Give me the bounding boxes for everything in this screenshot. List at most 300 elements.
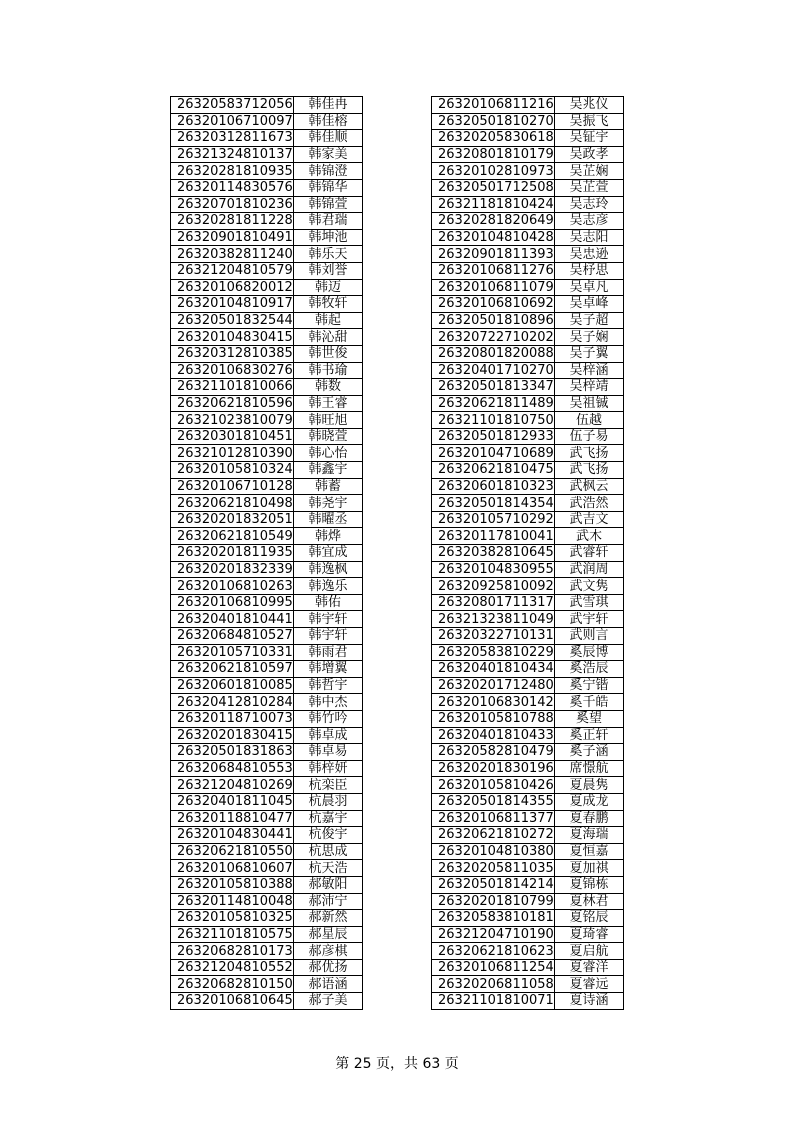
candidate-id-cell: 26320621810623 bbox=[432, 943, 555, 960]
candidate-id-cell: 26320105810426 bbox=[432, 777, 555, 794]
table-row bbox=[171, 760, 363, 777]
table-row bbox=[171, 827, 363, 844]
candidate-id-cell: 26321323811049 bbox=[432, 611, 555, 628]
table-row bbox=[171, 611, 363, 628]
table-row bbox=[432, 296, 624, 313]
candidate-id-cell: 26320801711317 bbox=[432, 594, 555, 611]
candidate-id-cell: 26320312810385 bbox=[171, 345, 294, 362]
candidate-id-cell: 26320105810788 bbox=[432, 710, 555, 727]
table-row bbox=[171, 329, 363, 346]
candidate-name-cell: 夏启航 bbox=[555, 943, 624, 960]
candidate-name-cell: 韩佳榕 bbox=[294, 113, 363, 130]
candidate-name-cell: 夏诗涵 bbox=[555, 993, 624, 1010]
candidate-id-cell: 26320684810527 bbox=[171, 628, 294, 645]
candidate-id-cell: 26320105810388 bbox=[171, 876, 294, 893]
candidate-name-cell: 武文隽 bbox=[555, 578, 624, 595]
candidate-name-cell: 伍子易 bbox=[555, 428, 624, 445]
candidate-name-cell: 吴子娴 bbox=[555, 329, 624, 346]
candidate-id-cell: 26321204810552 bbox=[171, 959, 294, 976]
table-row bbox=[432, 163, 624, 180]
candidate-id-cell: 26320501814214 bbox=[432, 876, 555, 893]
candidate-name-cell: 武枫云 bbox=[555, 478, 624, 495]
candidate-id-cell: 26321204810269 bbox=[171, 777, 294, 794]
candidate-name-cell: 夏海瑞 bbox=[555, 827, 624, 844]
candidate-name-cell: 伍越 bbox=[555, 412, 624, 429]
candidate-name-cell: 武飞扬 bbox=[555, 462, 624, 479]
candidate-id-cell: 26320501814355 bbox=[432, 793, 555, 810]
candidate-id-cell: 26320117810041 bbox=[432, 528, 555, 545]
candidate-name-cell: 韩起 bbox=[294, 312, 363, 329]
candidate-id-cell: 26321101810066 bbox=[171, 379, 294, 396]
candidate-id-cell: 26320401810434 bbox=[432, 661, 555, 678]
candidate-name-cell: 夏春鹏 bbox=[555, 810, 624, 827]
table-row bbox=[432, 196, 624, 213]
table-row bbox=[432, 810, 624, 827]
candidate-id-cell: 26320401810441 bbox=[171, 611, 294, 628]
table-row bbox=[171, 229, 363, 246]
candidate-name-cell: 韩家美 bbox=[294, 146, 363, 163]
candidate-id-cell: 26320401810433 bbox=[432, 727, 555, 744]
table-row bbox=[171, 594, 363, 611]
candidate-id-cell: 26320621810597 bbox=[171, 661, 294, 678]
candidate-name-cell: 韩牧轩 bbox=[294, 296, 363, 313]
candidate-name-cell: 武浩然 bbox=[555, 495, 624, 512]
candidate-name-cell: 吴政孝 bbox=[555, 146, 624, 163]
table-row bbox=[432, 113, 624, 130]
candidate-name-cell: 郝语涵 bbox=[294, 976, 363, 993]
candidate-id-cell: 26320701810236 bbox=[171, 196, 294, 213]
candidate-id-cell: 26320105810325 bbox=[171, 910, 294, 927]
table-row bbox=[432, 578, 624, 595]
candidate-id-cell: 26321204710190 bbox=[432, 926, 555, 943]
candidate-name-cell: 郝新然 bbox=[294, 910, 363, 927]
candidate-name-cell: 韩哲宇 bbox=[294, 677, 363, 694]
table-row bbox=[432, 246, 624, 263]
candidate-name-cell: 韩卓易 bbox=[294, 744, 363, 761]
candidate-id-cell: 26320925810092 bbox=[432, 578, 555, 595]
table-row bbox=[171, 926, 363, 943]
table-row bbox=[432, 213, 624, 230]
table-row bbox=[432, 793, 624, 810]
table-row bbox=[432, 876, 624, 893]
candidate-name-cell: 韩雨君 bbox=[294, 644, 363, 661]
candidate-id-cell: 26320801810179 bbox=[432, 146, 555, 163]
candidate-name-cell: 韩佳冉 bbox=[294, 97, 363, 114]
table-row bbox=[171, 97, 363, 114]
candidate-name-cell: 夏加祺 bbox=[555, 860, 624, 877]
table-row bbox=[171, 395, 363, 412]
table-row bbox=[171, 910, 363, 927]
candidate-name-cell: 韩乐天 bbox=[294, 246, 363, 263]
table-row bbox=[171, 677, 363, 694]
table-row bbox=[432, 860, 624, 877]
candidate-name-cell: 韩宇轩 bbox=[294, 611, 363, 628]
candidate-id-cell: 26320106810263 bbox=[171, 578, 294, 595]
table-row bbox=[171, 196, 363, 213]
candidate-id-cell: 26320621810550 bbox=[171, 843, 294, 860]
candidate-name-cell: 韩锦华 bbox=[294, 179, 363, 196]
roster-table-right-body bbox=[432, 97, 624, 1010]
table-row bbox=[432, 545, 624, 562]
candidate-id-cell: 26320382811240 bbox=[171, 246, 294, 263]
candidate-id-cell: 26320104830955 bbox=[432, 561, 555, 578]
table-row bbox=[171, 445, 363, 462]
candidate-id-cell: 26321012810390 bbox=[171, 445, 294, 462]
candidate-name-cell: 郝沛宁 bbox=[294, 893, 363, 910]
candidate-id-cell: 26320582810479 bbox=[432, 744, 555, 761]
table-row bbox=[432, 993, 624, 1010]
table-row bbox=[432, 893, 624, 910]
candidate-id-cell: 26320206811058 bbox=[432, 976, 555, 993]
table-row bbox=[171, 561, 363, 578]
table-row bbox=[432, 312, 624, 329]
candidate-id-cell: 26320901810491 bbox=[171, 229, 294, 246]
candidate-name-cell: 韩锦萱 bbox=[294, 196, 363, 213]
candidate-name-cell: 吴卓峰 bbox=[555, 296, 624, 313]
candidate-name-cell: 吴钲宇 bbox=[555, 130, 624, 147]
table-row bbox=[171, 959, 363, 976]
table-row bbox=[432, 395, 624, 412]
candidate-id-cell: 26321023810079 bbox=[171, 412, 294, 429]
candidate-name-cell: 郝敏阳 bbox=[294, 876, 363, 893]
candidate-name-cell: 夏锦栋 bbox=[555, 876, 624, 893]
candidate-name-cell: 吴志阳 bbox=[555, 229, 624, 246]
table-row bbox=[432, 130, 624, 147]
table-row bbox=[171, 478, 363, 495]
candidate-name-cell: 武雪琪 bbox=[555, 594, 624, 611]
candidate-id-cell: 26320201811935 bbox=[171, 545, 294, 562]
table-row bbox=[171, 744, 363, 761]
candidate-name-cell: 韩梓妍 bbox=[294, 760, 363, 777]
candidate-name-cell: 吴芷萱 bbox=[555, 179, 624, 196]
table-row bbox=[171, 528, 363, 545]
table-row bbox=[432, 495, 624, 512]
table-row bbox=[432, 445, 624, 462]
table-row bbox=[171, 628, 363, 645]
candidate-id-cell: 26320205811035 bbox=[432, 860, 555, 877]
candidate-id-cell: 26320104810428 bbox=[432, 229, 555, 246]
candidate-name-cell: 杭晨羽 bbox=[294, 793, 363, 810]
table-row bbox=[171, 876, 363, 893]
candidate-id-cell: 26320201712480 bbox=[432, 677, 555, 694]
candidate-id-cell: 26320583712056 bbox=[171, 97, 294, 114]
candidate-id-cell: 26320106710128 bbox=[171, 478, 294, 495]
candidate-id-cell: 26320201810799 bbox=[432, 893, 555, 910]
table-row bbox=[432, 594, 624, 611]
candidate-id-cell: 26320118810477 bbox=[171, 810, 294, 827]
table-row bbox=[432, 628, 624, 645]
table-row bbox=[432, 362, 624, 379]
candidate-id-cell: 26320105710292 bbox=[432, 511, 555, 528]
candidate-id-cell: 26320501831863 bbox=[171, 744, 294, 761]
candidate-name-cell: 韩王睿 bbox=[294, 395, 363, 412]
candidate-name-cell: 吴梓涵 bbox=[555, 362, 624, 379]
table-row bbox=[171, 345, 363, 362]
table-row bbox=[432, 976, 624, 993]
candidate-name-cell: 韩迈 bbox=[294, 279, 363, 296]
candidate-id-cell: 26320621810475 bbox=[432, 462, 555, 479]
candidate-name-cell: 杭嘉宇 bbox=[294, 810, 363, 827]
candidate-name-cell: 韩数 bbox=[294, 379, 363, 396]
candidate-name-cell: 吴子翼 bbox=[555, 345, 624, 362]
candidate-name-cell: 韩佑 bbox=[294, 594, 363, 611]
table-row bbox=[432, 760, 624, 777]
candidate-id-cell: 26320106811216 bbox=[432, 97, 555, 114]
table-row bbox=[432, 528, 624, 545]
table-row bbox=[171, 412, 363, 429]
candidate-name-cell: 夏睿远 bbox=[555, 976, 624, 993]
candidate-id-cell: 26320106811254 bbox=[432, 959, 555, 976]
candidate-id-cell: 26320322710131 bbox=[432, 628, 555, 645]
candidate-id-cell: 26321101810071 bbox=[432, 993, 555, 1010]
candidate-id-cell: 26320621810272 bbox=[432, 827, 555, 844]
candidate-name-cell: 武木 bbox=[555, 528, 624, 545]
table-row bbox=[432, 644, 624, 661]
candidate-name-cell: 武飞扬 bbox=[555, 445, 624, 462]
table-row bbox=[171, 163, 363, 180]
table-row bbox=[171, 379, 363, 396]
table-row bbox=[432, 943, 624, 960]
candidate-name-cell: 奚千皓 bbox=[555, 694, 624, 711]
candidate-name-cell: 武睿轩 bbox=[555, 545, 624, 562]
candidate-name-cell: 夏林君 bbox=[555, 893, 624, 910]
candidate-name-cell: 韩锦澄 bbox=[294, 163, 363, 180]
table-row bbox=[171, 279, 363, 296]
candidate-name-cell: 韩沁甜 bbox=[294, 329, 363, 346]
candidate-id-cell: 26320106830142 bbox=[432, 694, 555, 711]
candidate-name-cell: 韩宜成 bbox=[294, 545, 363, 562]
table-row bbox=[432, 379, 624, 396]
candidate-id-cell: 26320281820649 bbox=[432, 213, 555, 230]
candidate-id-cell: 26320104710689 bbox=[432, 445, 555, 462]
table-row bbox=[171, 179, 363, 196]
table-row bbox=[171, 993, 363, 1010]
table-row bbox=[432, 462, 624, 479]
candidate-name-cell: 吴忠逊 bbox=[555, 246, 624, 263]
candidate-name-cell: 韩晓萱 bbox=[294, 428, 363, 445]
candidate-id-cell: 26320583810229 bbox=[432, 644, 555, 661]
candidate-id-cell: 26320106820012 bbox=[171, 279, 294, 296]
candidate-name-cell: 吴芷娴 bbox=[555, 163, 624, 180]
candidate-id-cell: 26321101810575 bbox=[171, 926, 294, 943]
table-row bbox=[171, 262, 363, 279]
candidate-name-cell: 吴卓凡 bbox=[555, 279, 624, 296]
candidate-id-cell: 26320106710097 bbox=[171, 113, 294, 130]
table-row bbox=[432, 412, 624, 429]
table-row bbox=[432, 710, 624, 727]
candidate-name-cell: 韩书瑜 bbox=[294, 362, 363, 379]
candidate-id-cell: 26320114830576 bbox=[171, 179, 294, 196]
table-row bbox=[171, 777, 363, 794]
candidate-id-cell: 26320621810596 bbox=[171, 395, 294, 412]
candidate-id-cell: 26320201830196 bbox=[432, 760, 555, 777]
candidate-name-cell: 武吉文 bbox=[555, 511, 624, 528]
candidate-id-cell: 26320501812933 bbox=[432, 428, 555, 445]
candidate-id-cell: 26320601810085 bbox=[171, 677, 294, 694]
candidate-id-cell: 26320201830415 bbox=[171, 727, 294, 744]
candidate-id-cell: 26320201832051 bbox=[171, 511, 294, 528]
candidate-id-cell: 26320601810323 bbox=[432, 478, 555, 495]
candidate-id-cell: 26320106810645 bbox=[171, 993, 294, 1010]
candidate-id-cell: 26320106811377 bbox=[432, 810, 555, 827]
candidate-id-cell: 26320106830276 bbox=[171, 362, 294, 379]
candidate-name-cell: 韩佳顺 bbox=[294, 130, 363, 147]
table-row bbox=[171, 130, 363, 147]
candidate-name-cell: 夏晨隽 bbox=[555, 777, 624, 794]
candidate-id-cell: 26320401710270 bbox=[432, 362, 555, 379]
candidate-name-cell: 奚辰博 bbox=[555, 644, 624, 661]
candidate-name-cell: 郝子美 bbox=[294, 993, 363, 1010]
candidate-id-cell: 26320722710202 bbox=[432, 329, 555, 346]
candidate-id-cell: 26320118710073 bbox=[171, 710, 294, 727]
candidate-name-cell: 郝优扬 bbox=[294, 959, 363, 976]
table-row bbox=[171, 943, 363, 960]
candidate-name-cell: 韩心怡 bbox=[294, 445, 363, 462]
table-row bbox=[432, 428, 624, 445]
table-row bbox=[171, 428, 363, 445]
table-row bbox=[171, 213, 363, 230]
candidate-name-cell: 奚子涵 bbox=[555, 744, 624, 761]
candidate-id-cell: 26320501810270 bbox=[432, 113, 555, 130]
candidate-name-cell: 武则言 bbox=[555, 628, 624, 645]
candidate-name-cell: 韩世俊 bbox=[294, 345, 363, 362]
table-row bbox=[432, 561, 624, 578]
candidate-id-cell: 26320106810607 bbox=[171, 860, 294, 877]
table-row bbox=[171, 810, 363, 827]
table-row bbox=[432, 329, 624, 346]
table-row bbox=[432, 926, 624, 943]
candidate-id-cell: 26320901811393 bbox=[432, 246, 555, 263]
candidate-id-cell: 26320104810917 bbox=[171, 296, 294, 313]
candidate-name-cell: 吴振飞 bbox=[555, 113, 624, 130]
candidate-id-cell: 26320684810553 bbox=[171, 760, 294, 777]
candidate-name-cell: 夏恒嘉 bbox=[555, 843, 624, 860]
table-row bbox=[432, 511, 624, 528]
table-row bbox=[432, 694, 624, 711]
candidate-id-cell: 26321324810137 bbox=[171, 146, 294, 163]
table-row bbox=[432, 146, 624, 163]
candidate-id-cell: 26320106810995 bbox=[171, 594, 294, 611]
candidate-id-cell: 26320281810935 bbox=[171, 163, 294, 180]
candidate-id-cell: 26320621810549 bbox=[171, 528, 294, 545]
table-row bbox=[171, 462, 363, 479]
table-row bbox=[171, 296, 363, 313]
candidate-id-cell: 26321101810750 bbox=[432, 412, 555, 429]
table-row bbox=[171, 113, 363, 130]
candidate-name-cell: 夏琦睿 bbox=[555, 926, 624, 943]
candidate-id-cell: 26321181810424 bbox=[432, 196, 555, 213]
candidate-name-cell: 韩曜丞 bbox=[294, 511, 363, 528]
candidate-name-cell: 吴志彦 bbox=[555, 213, 624, 230]
candidate-id-cell: 26320105710331 bbox=[171, 644, 294, 661]
table-row bbox=[432, 279, 624, 296]
table-row bbox=[432, 661, 624, 678]
table-row bbox=[432, 677, 624, 694]
candidate-id-cell: 26320501832544 bbox=[171, 312, 294, 329]
table-row bbox=[171, 146, 363, 163]
table-row bbox=[171, 860, 363, 877]
table-row bbox=[171, 644, 363, 661]
candidate-name-cell: 韩逸乐 bbox=[294, 578, 363, 595]
candidate-id-cell: 26320205830618 bbox=[432, 130, 555, 147]
candidate-id-cell: 26320682810150 bbox=[171, 976, 294, 993]
page-footer: 第 25 页，共 63 页 bbox=[335, 1056, 459, 1072]
candidate-name-cell: 夏成龙 bbox=[555, 793, 624, 810]
candidate-id-cell: 26320106811079 bbox=[432, 279, 555, 296]
table-row bbox=[432, 744, 624, 761]
candidate-id-cell: 26321204810579 bbox=[171, 262, 294, 279]
table-row bbox=[432, 262, 624, 279]
candidate-id-cell: 26320281811228 bbox=[171, 213, 294, 230]
candidate-name-cell: 吴杼思 bbox=[555, 262, 624, 279]
candidate-name-cell: 韩蓄 bbox=[294, 478, 363, 495]
candidate-id-cell: 26320501712508 bbox=[432, 179, 555, 196]
table-row bbox=[432, 777, 624, 794]
table-row bbox=[171, 727, 363, 744]
candidate-id-cell: 26320501814354 bbox=[432, 495, 555, 512]
candidate-name-cell: 韩刘誉 bbox=[294, 262, 363, 279]
candidate-id-cell: 26320106810692 bbox=[432, 296, 555, 313]
table-row bbox=[171, 793, 363, 810]
candidate-name-cell: 杭俊宇 bbox=[294, 827, 363, 844]
table-row bbox=[171, 578, 363, 595]
table-row bbox=[432, 959, 624, 976]
table-row bbox=[171, 843, 363, 860]
candidate-name-cell: 吴梓靖 bbox=[555, 379, 624, 396]
candidate-name-cell: 韩君瑞 bbox=[294, 213, 363, 230]
table-row bbox=[432, 97, 624, 114]
candidate-name-cell: 吴兆仪 bbox=[555, 97, 624, 114]
roster-table-left-body bbox=[171, 97, 363, 1010]
candidate-id-cell: 26320801820088 bbox=[432, 345, 555, 362]
table-row bbox=[432, 345, 624, 362]
candidate-id-cell: 26320201832339 bbox=[171, 561, 294, 578]
candidate-name-cell: 武宇轩 bbox=[555, 611, 624, 628]
table-row bbox=[171, 545, 363, 562]
candidate-name-cell: 夏睿洋 bbox=[555, 959, 624, 976]
table-row bbox=[432, 229, 624, 246]
table-row bbox=[171, 362, 363, 379]
candidate-id-cell: 26320382810645 bbox=[432, 545, 555, 562]
candidate-name-cell: 韩旺旭 bbox=[294, 412, 363, 429]
table-row bbox=[171, 246, 363, 263]
candidate-name-cell: 韩宇轩 bbox=[294, 628, 363, 645]
candidate-id-cell: 26320682810173 bbox=[171, 943, 294, 960]
candidate-name-cell: 夏铭辰 bbox=[555, 910, 624, 927]
table-row bbox=[171, 495, 363, 512]
candidate-name-cell: 韩鑫宇 bbox=[294, 462, 363, 479]
candidate-id-cell: 26320501813347 bbox=[432, 379, 555, 396]
table-row bbox=[432, 843, 624, 860]
table-row bbox=[171, 661, 363, 678]
candidate-name-cell: 席憬航 bbox=[555, 760, 624, 777]
candidate-name-cell: 吴子超 bbox=[555, 312, 624, 329]
candidate-id-cell: 26320114810048 bbox=[171, 893, 294, 910]
candidate-id-cell: 26320105810324 bbox=[171, 462, 294, 479]
candidate-name-cell: 杭思成 bbox=[294, 843, 363, 860]
candidate-id-cell: 26320621811489 bbox=[432, 395, 555, 412]
candidate-name-cell: 郝彦棋 bbox=[294, 943, 363, 960]
candidate-id-cell: 26320102810973 bbox=[432, 163, 555, 180]
candidate-name-cell: 韩中杰 bbox=[294, 694, 363, 711]
candidate-id-cell: 26320301810451 bbox=[171, 428, 294, 445]
candidate-name-cell: 韩卓成 bbox=[294, 727, 363, 744]
candidate-id-cell: 26320583810181 bbox=[432, 910, 555, 927]
candidate-name-cell: 奚浩辰 bbox=[555, 661, 624, 678]
candidate-id-cell: 26320501810896 bbox=[432, 312, 555, 329]
table-row bbox=[171, 976, 363, 993]
candidate-name-cell: 吴志玲 bbox=[555, 196, 624, 213]
